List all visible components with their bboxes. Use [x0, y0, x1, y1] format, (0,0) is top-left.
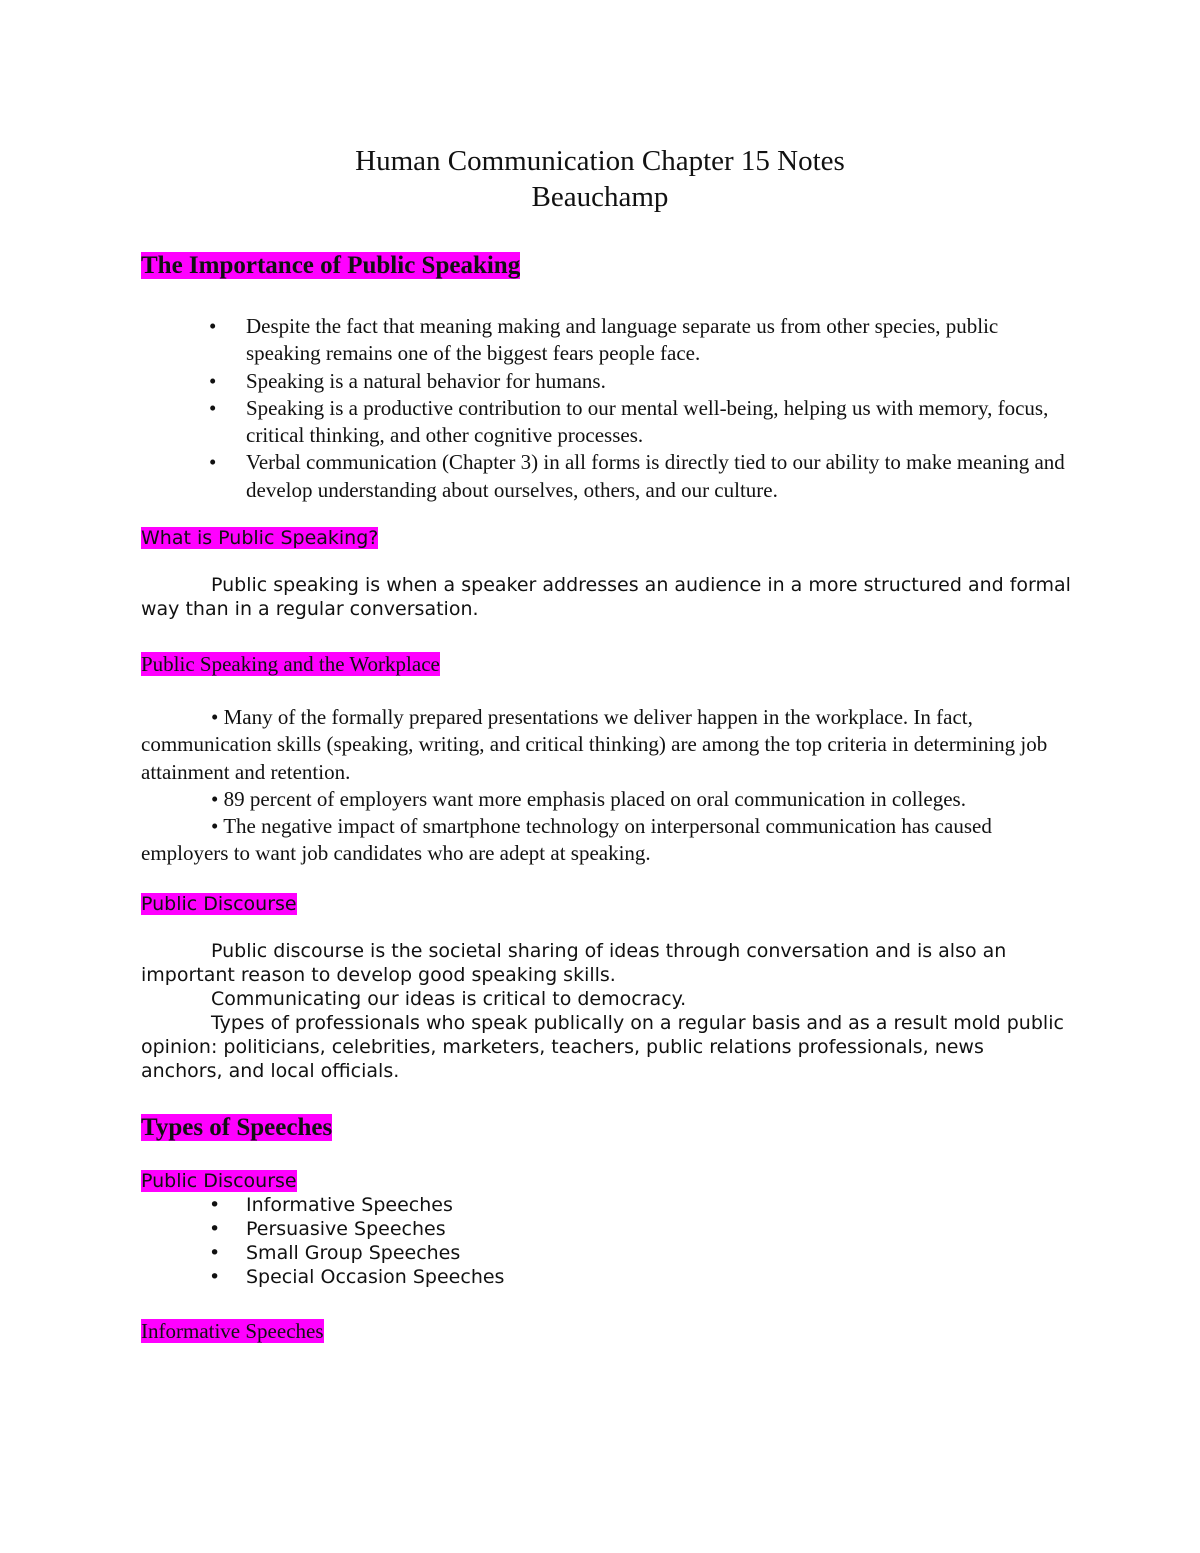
what-is-body: Public speaking is when a speaker addresses an audience in a more structured and formal way than in a regular conversation.: [141, 574, 1071, 620]
section-workplace: [141, 650, 1071, 678]
workplace-body: [141, 704, 1071, 868]
bullet-icon: •: [209, 368, 217, 393]
document-title-block: [0, 143, 1200, 215]
list-item: • Persuasive Speeches: [209, 1218, 446, 1240]
section-public-discourse: [141, 891, 1071, 917]
section-heading-importance: The Importance of Public Speaking: [141, 252, 521, 279]
section-subheading-public-discourse: Public Discourse: [141, 1170, 297, 1192]
section-heading-public-discourse: Public Discourse: [141, 893, 297, 915]
list-item: • Informative Speeches: [209, 1194, 453, 1216]
list-item: • Despite the fact that meaning making and language separate us from other species, public speaking remains one of the biggest fears people face.: [209, 314, 999, 366]
bullet-icon: •: [209, 314, 217, 338]
workplace-line: • Many of the formally prepared presentations we deliver happen in the workplace. In fact, communication skills (speaking, writing, and critical thinking) are among the top criteria in determining job attainment and retention.: [141, 705, 1048, 784]
list-item: • Speaking is a natural behavior for humans.: [141, 368, 1071, 395]
list-item: • Special Occasion Speeches: [209, 1266, 505, 1288]
document-title: Human Communication Chapter 15 Notes: [355, 145, 845, 177]
section-heading-informative: Informative Speeches: [141, 1319, 324, 1343]
discourse-paragraph: Communicating our ideas is critical to democracy.: [211, 988, 687, 1010]
bullet-icon: •: [209, 1194, 221, 1216]
types-bullet-list: [141, 1193, 1071, 1289]
discourse-paragraph: Types of professionals who speak publically on a regular basis and as a result mold public opinion: politicians, celebrities, marketers, teachers, public relations professionals, news anchors, and local officials.: [141, 1012, 1064, 1082]
bullet-icon: •: [209, 395, 217, 420]
document-author: Beauchamp: [531, 181, 669, 213]
importance-bullet-list: [141, 313, 1071, 504]
bullet-icon: •: [209, 1266, 221, 1288]
section-heading-workplace: Public Speaking and the Workplace: [141, 652, 440, 676]
section-heading-types: Types of Speeches: [141, 1114, 333, 1141]
list-item: • Speaking is a productive contribution to our mental well-being, helping us with memory, focus, critical thinking, and other cognitive processes.: [209, 395, 1049, 448]
section-informative: [141, 1317, 1071, 1345]
section-importance: [141, 250, 1071, 282]
public-discourse-body: [141, 939, 1071, 1083]
section-types: [141, 1112, 1071, 1144]
bullet-icon: •: [209, 1242, 221, 1264]
workplace-line: • The negative impact of smartphone technology on interpersonal communication has caused employers to want job candidates who are adept at speaking.: [141, 814, 992, 866]
bullet-icon: •: [209, 450, 217, 475]
types-subheading-block: [141, 1168, 1071, 1194]
list-item: • Verbal communication (Chapter 3) in all forms is directly tied to our ability to make meaning and develop understanding about ourselves, others, and our culture.: [209, 450, 1065, 502]
section-what-is: [141, 525, 1071, 551]
discourse-paragraph: Public discourse is the societal sharing of ideas through conversation and is also an important reason to develop good speaking skills.: [141, 940, 1007, 986]
list-item: • Small Group Speeches: [209, 1242, 461, 1264]
bullet-icon: •: [209, 1218, 221, 1240]
workplace-line: • 89 percent of employers want more emphasis placed on oral communication in colleges.: [211, 786, 966, 811]
section-heading-what-is: What is Public Speaking?: [141, 527, 379, 549]
